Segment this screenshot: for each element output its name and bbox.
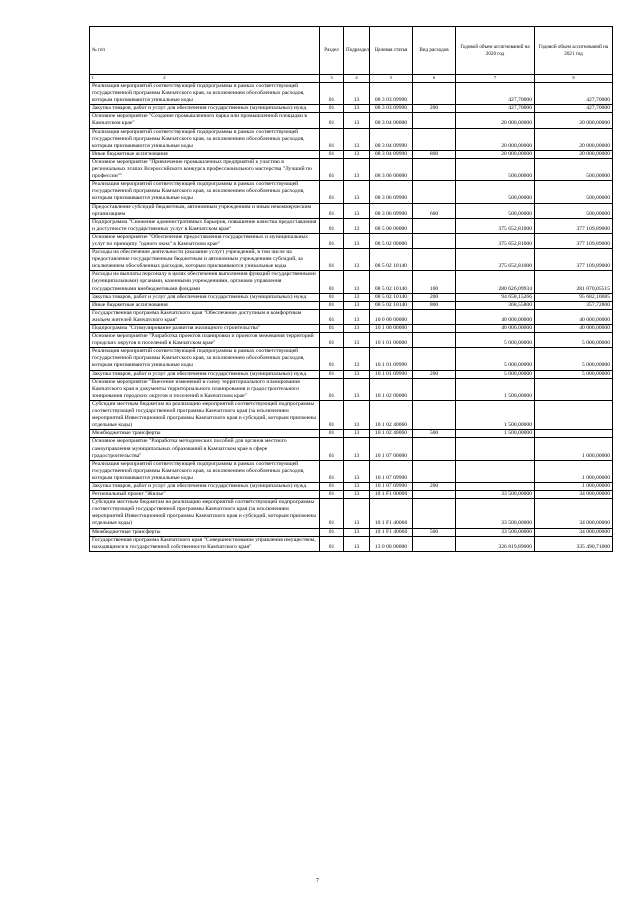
row-podrazdel-cell: 13: [344, 482, 370, 490]
table-body: [90, 83, 613, 552]
row-year-2021-cell: 5 000,00000: [535, 333, 613, 348]
row-razdel-cell: 01: [320, 181, 344, 203]
row-name-cell: Предоставление субсидий бюджетным, автономным учреждениям и иным некоммерческим организациям: [90, 203, 320, 218]
row-razdel-cell: 01: [320, 105, 344, 113]
row-target-article-cell: 08 3 04 09990: [370, 128, 413, 150]
row-year-2020-cell: 33 500,00000: [456, 491, 535, 499]
table-row: [90, 181, 613, 203]
row-name-cell: Расходы на выплаты персоналу в целях обеспечения выполнения функций государственными (муниципальными) органами, казенными учреждениями, органами управления государственными внебюджетными фондами: [90, 271, 320, 293]
table-row: [90, 83, 613, 105]
row-year-2020-cell: 5 000,00000: [456, 333, 535, 348]
row-target-article-cell: 10 1 F1 00000: [370, 491, 413, 499]
row-expense-type-cell: 500: [413, 430, 456, 438]
row-expense-type-cell: 200: [413, 370, 456, 378]
table-row: [90, 203, 613, 218]
row-year-2020-cell: 20 000,00000: [456, 113, 535, 128]
row-year-2020-cell: 33 500,00000: [456, 499, 535, 528]
row-target-article-cell: 10 1 02 00000: [370, 378, 413, 400]
row-target-article-cell: 08 3 04 09990: [370, 150, 413, 158]
row-year-2020-cell: 375 652,81000: [456, 249, 535, 271]
row-expense-type-cell: 800: [413, 301, 456, 309]
row-year-2020-cell: 33 500,00000: [456, 528, 535, 536]
table-row: [90, 333, 613, 348]
row-target-article-cell: 08 3 04 00000: [370, 113, 413, 128]
row-year-2021-cell: 427,70000: [535, 105, 613, 113]
header-year-2020: Годовой объем ассигнований на 2020 год: [456, 27, 535, 75]
row-razdel-cell: 01: [320, 378, 344, 400]
row-expense-type-cell: [413, 128, 456, 150]
row-expense-type-cell: [413, 309, 456, 324]
table-row: [90, 536, 613, 551]
row-podrazdel-cell: 13: [344, 430, 370, 438]
row-target-article-cell: 08 5 02 10140: [370, 301, 413, 309]
row-year-2021-cell: 500,00000: [535, 203, 613, 218]
row-podrazdel-cell: 13: [344, 301, 370, 309]
table-row: [90, 378, 613, 400]
row-year-2020-cell: 500,00000: [456, 203, 535, 218]
row-name-cell: Региональный проект "Жилье": [90, 491, 320, 499]
header-number: № п/п: [90, 27, 320, 75]
row-year-2021-cell: 500,00000: [535, 181, 613, 203]
row-name-cell: Основное мероприятие "Создание промышленного парка или промышленной площадки в Камчатском крае": [90, 113, 320, 128]
row-name-cell: Межбюджетные трансферты: [90, 528, 320, 536]
row-expense-type-cell: [413, 158, 456, 180]
row-year-2020-cell: 40 000,00000: [456, 325, 535, 333]
header-podrazdel: Подраздел: [344, 27, 370, 75]
row-razdel-cell: 01: [320, 460, 344, 482]
row-expense-type-cell: 500: [413, 528, 456, 536]
row-target-article-cell: 10 1 F1 40060: [370, 499, 413, 528]
row-expense-type-cell: [413, 536, 456, 551]
row-podrazdel-cell: 13: [344, 181, 370, 203]
table-row: [90, 438, 613, 460]
row-target-article-cell: 08 5 02 10140: [370, 271, 413, 293]
row-expense-type-cell: [413, 233, 456, 248]
row-expense-type-cell: [413, 181, 456, 203]
row-target-article-cell: 10 1 F1 40060: [370, 528, 413, 536]
row-podrazdel-cell: 13: [344, 218, 370, 233]
row-year-2021-cell: 34 000,00000: [535, 528, 613, 536]
row-year-2021-cell: 335 490,71000: [535, 536, 613, 551]
table-row: [90, 491, 613, 499]
row-year-2020-cell: 427,70000: [456, 105, 535, 113]
header-razdel: Раздел: [320, 27, 344, 75]
row-year-2020-cell: 500,00000: [456, 181, 535, 203]
row-year-2020-cell: 5 000,00000: [456, 370, 535, 378]
row-year-2020-cell: 375 652,81000: [456, 233, 535, 248]
page-number: 7: [316, 878, 319, 884]
row-year-2021-cell: 377 109,89000: [535, 249, 613, 271]
row-razdel-cell: 01: [320, 271, 344, 293]
row-year-2020-cell: 280 626,09934: [456, 271, 535, 293]
row-year-2020-cell: 326 819,89000: [456, 536, 535, 551]
row-name-cell: Подпрограмма "Снижение административных барьеров, повышение качества предоставления и доступности государственных услуг в Камчатском крае": [90, 218, 320, 233]
row-expense-type-cell: [413, 249, 456, 271]
row-razdel-cell: 01: [320, 333, 344, 348]
row-name-cell: Основное мероприятие "Внесение изменений в схему территориального планирования Камчатского края и документы территориального планирования и градостроительного зонирования городских округов и поселений в Камчатском крае": [90, 378, 320, 400]
table-row: [90, 113, 613, 128]
row-year-2021-cell: 1 000,00000: [535, 460, 613, 482]
row-year-2020-cell: 94 658,15266: [456, 293, 535, 301]
row-podrazdel-cell: 13: [344, 203, 370, 218]
table-row: [90, 233, 613, 248]
row-name-cell: Основное мероприятие "Разработка проектов планировки и проектов межевания территорий городских округов и поселений в Камчатском крае": [90, 333, 320, 348]
row-razdel-cell: 01: [320, 218, 344, 233]
row-target-article-cell: 13 0 00 00000: [370, 536, 413, 551]
row-podrazdel-cell: 13: [344, 293, 370, 301]
row-target-article-cell: 10 0 00 00000: [370, 309, 413, 324]
header-year-2021: Годовой объем ассигнований на 2021 год: [535, 27, 613, 75]
row-razdel-cell: 01: [320, 128, 344, 150]
row-target-article-cell: 08 3 06 00000: [370, 158, 413, 180]
row-expense-type-cell: [413, 438, 456, 460]
row-expense-type-cell: [413, 325, 456, 333]
row-target-article-cell: 10 1 07 09990: [370, 482, 413, 490]
row-podrazdel-cell: 13: [344, 128, 370, 150]
row-target-article-cell: 08 3 06 09990: [370, 181, 413, 203]
row-expense-type-cell: 100: [413, 271, 456, 293]
row-year-2021-cell: 34 000,00000: [535, 499, 613, 528]
row-year-2021-cell: 20 000,00000: [535, 128, 613, 150]
row-razdel-cell: 01: [320, 438, 344, 460]
row-target-article-cell: 08 5 00 00000: [370, 218, 413, 233]
table-row: [90, 271, 613, 293]
row-podrazdel-cell: 13: [344, 400, 370, 429]
column-number-row: [90, 75, 613, 83]
row-name-cell: Закупка товаров, работ и услуг для обеспечения государственных (муниципальных) нужд: [90, 482, 320, 490]
table-row: [90, 293, 613, 301]
row-podrazdel-cell: 13: [344, 83, 370, 105]
table-row: [90, 528, 613, 536]
row-razdel-cell: 01: [320, 430, 344, 438]
row-expense-type-cell: 200: [413, 482, 456, 490]
row-razdel-cell: 01: [320, 293, 344, 301]
row-year-2021-cell: 427,70000: [535, 83, 613, 105]
row-year-2021-cell: 34 000,00000: [535, 491, 613, 499]
row-name-cell: Подпрограмма "Стимулирование развития жилищного строительства": [90, 325, 320, 333]
row-podrazdel-cell: 13: [344, 528, 370, 536]
row-razdel-cell: 01: [320, 491, 344, 499]
row-year-2020-cell: 368,55800: [456, 301, 535, 309]
row-razdel-cell: 01: [320, 301, 344, 309]
budget-table-sheet: [89, 26, 612, 552]
row-razdel-cell: 01: [320, 309, 344, 324]
row-name-cell: Закупка товаров, работ и услуг для обеспечения государственных (муниципальных) нужд: [90, 370, 320, 378]
row-year-2021-cell: 20 000,00000: [535, 150, 613, 158]
table-row: [90, 218, 613, 233]
table-row: [90, 105, 613, 113]
row-expense-type-cell: [413, 378, 456, 400]
row-year-2021-cell: 5 000,00000: [535, 370, 613, 378]
row-name-cell: Закупка товаров, работ и услуг для обеспечения государственных (муниципальных) нужд: [90, 105, 320, 113]
row-expense-type-cell: [413, 460, 456, 482]
row-target-article-cell: 10 1 02 40060: [370, 430, 413, 438]
row-name-cell: Расходы на обеспечение деятельности (оказание услуг) учреждений, в том числе на предоставление государственным бюджетным и автономным учреждениям субсидий, за исключением обособленных расходов, которым присваиваются уникальные коды: [90, 249, 320, 271]
row-podrazdel-cell: 13: [344, 491, 370, 499]
row-podrazdel-cell: 13: [344, 370, 370, 378]
row-target-article-cell: 10 1 07 00000: [370, 438, 413, 460]
budget-table: [89, 26, 613, 552]
table-row: [90, 301, 613, 309]
row-name-cell: Государственная программа Камчатского края "Совершенствование управления имуществом, находящимся в государственной собственности Камчатского края": [90, 536, 320, 551]
table-row: [90, 309, 613, 324]
row-expense-type-cell: 200: [413, 105, 456, 113]
row-year-2021-cell: 500,00000: [535, 158, 613, 180]
row-razdel-cell: 01: [320, 203, 344, 218]
row-name-cell: Государственная программа Камчатского края "Обеспечение доступным и комфортным жильем жителей Камчатского края": [90, 309, 320, 324]
row-year-2021-cell: 1 000,00000: [535, 482, 613, 490]
table-row: [90, 325, 613, 333]
row-target-article-cell: 08 5 02 10140: [370, 293, 413, 301]
table-row: [90, 400, 613, 429]
row-razdel-cell: 01: [320, 499, 344, 528]
row-year-2021-cell: [535, 430, 613, 438]
table-row: [90, 128, 613, 150]
row-year-2021-cell: 95 682,10685: [535, 293, 613, 301]
row-podrazdel-cell: 13: [344, 105, 370, 113]
row-podrazdel-cell: 13: [344, 113, 370, 128]
row-name-cell: Иные бюджетные ассигнования: [90, 150, 320, 158]
row-podrazdel-cell: 13: [344, 378, 370, 400]
row-podrazdel-cell: 13: [344, 309, 370, 324]
row-razdel-cell: 01: [320, 249, 344, 271]
row-target-article-cell: 08 3 03 09990: [370, 105, 413, 113]
row-year-2020-cell: 500,00000: [456, 158, 535, 180]
row-name-cell: Основное мероприятие "Обеспечение предоставления государственных и муниципальных услуг по принципу "одного окна" в Камчатском крае": [90, 233, 320, 248]
row-name-cell: Реализация мероприятий соответствующей подпрограммы в рамках соответствующей государственной программы Камчатского края, за исключением обособленных расходов, которым присваиваются уникальные коды: [90, 181, 320, 203]
row-name-cell: Субсидии местным бюджетам на реализацию мероприятий соответствующей подпрограммы соответствующей государственной программы Камчатского края (за исключением мероприятий Инвестиционной программы Камчатского края и субсидий, которым присвоены отдельные коды): [90, 400, 320, 429]
table-row: [90, 348, 613, 370]
row-expense-type-cell: [413, 491, 456, 499]
row-podrazdel-cell: 13: [344, 325, 370, 333]
row-target-article-cell: 08 3 06 09990: [370, 203, 413, 218]
row-name-cell: Основное мероприятие "Привлечение промышленных предприятий к участию в региональных этапах Всероссийского конкурса профессионального мастерства "Лучший по профессии"": [90, 158, 320, 180]
row-target-article-cell: 10 1 00 00000: [370, 325, 413, 333]
row-razdel-cell: 01: [320, 325, 344, 333]
row-year-2021-cell: 281 070,05515: [535, 271, 613, 293]
row-year-2020-cell: 1 500,00000: [456, 430, 535, 438]
row-expense-type-cell: [413, 499, 456, 528]
table-row: [90, 150, 613, 158]
row-year-2021-cell: [535, 378, 613, 400]
row-expense-type-cell: [413, 333, 456, 348]
table-row: [90, 482, 613, 490]
row-year-2021-cell: 377 109,89000: [535, 233, 613, 248]
row-year-2021-cell: 40 000,00000: [535, 309, 613, 324]
column-number-3: 3: [320, 75, 344, 83]
row-name-cell: Реализация мероприятий соответствующей подпрограммы в рамках соответствующей государственной программы Камчатского края, за исключением обособленных расходов, которым присваиваются уникальные коды: [90, 83, 320, 105]
header-target-article: Целевая статья: [370, 27, 413, 75]
row-podrazdel-cell: 13: [344, 333, 370, 348]
row-podrazdel-cell: 13: [344, 158, 370, 180]
row-podrazdel-cell: 13: [344, 271, 370, 293]
row-year-2021-cell: 40 000,00000: [535, 325, 613, 333]
row-year-2020-cell: 375 652,81000: [456, 218, 535, 233]
column-number-1-text: 1: [91, 75, 94, 81]
row-podrazdel-cell: 13: [344, 233, 370, 248]
table-row: [90, 158, 613, 180]
row-razdel-cell: 01: [320, 482, 344, 490]
table-row: [90, 249, 613, 271]
row-expense-type-cell: [413, 218, 456, 233]
column-number-1: [90, 75, 320, 83]
row-razdel-cell: 01: [320, 113, 344, 128]
row-year-2020-cell: 40 000,00000: [456, 309, 535, 324]
row-year-2020-cell: [456, 438, 535, 460]
row-expense-type-cell: 200: [413, 293, 456, 301]
row-razdel-cell: 01: [320, 158, 344, 180]
table-row: [90, 430, 613, 438]
row-podrazdel-cell: 13: [344, 460, 370, 482]
row-razdel-cell: 01: [320, 528, 344, 536]
row-expense-type-cell: 600: [413, 203, 456, 218]
row-year-2020-cell: [456, 460, 535, 482]
row-year-2020-cell: 427,70000: [456, 83, 535, 105]
header-expense-type: Вид расходов: [413, 27, 456, 75]
row-target-article-cell: 08 5 02 00000: [370, 233, 413, 248]
row-year-2021-cell: 377 109,89000: [535, 218, 613, 233]
row-target-article-cell: 10 1 01 09990: [370, 370, 413, 378]
row-year-2021-cell: 5 000,00000: [535, 348, 613, 370]
row-target-article-cell: 10 1 01 09990: [370, 348, 413, 370]
row-target-article-cell: 08 3 03 09990: [370, 83, 413, 105]
row-razdel-cell: 01: [320, 348, 344, 370]
table-row: [90, 499, 613, 528]
row-name-cell: Основное мероприятие "Разработка методических пособий для органов местного самоуправления муниципальных образований в Камчатском крае в сфере градостроительства": [90, 438, 320, 460]
row-name-cell: Реализация мероприятий соответствующей подпрограммы в рамках соответствующей государственной программы Камчатского края, за исключением обособленных расходов, которым присваиваются уникальные коды: [90, 460, 320, 482]
row-razdel-cell: 01: [320, 400, 344, 429]
row-razdel-cell: 01: [320, 233, 344, 248]
column-number-8: 8: [535, 75, 613, 83]
row-year-2021-cell: 357,72800: [535, 301, 613, 309]
row-expense-type-cell: [413, 83, 456, 105]
row-name-cell: Закупка товаров, работ и услуг для обеспечения государственных (муниципальных) нужд: [90, 293, 320, 301]
row-podrazdel-cell: 13: [344, 438, 370, 460]
row-expense-type-cell: [413, 400, 456, 429]
row-razdel-cell: 01: [320, 150, 344, 158]
column-number-7: 7: [456, 75, 535, 83]
row-name-cell: Иные бюджетные ассигнования: [90, 301, 320, 309]
row-podrazdel-cell: 13: [344, 499, 370, 528]
row-expense-type-cell: [413, 348, 456, 370]
row-year-2020-cell: 20 000,00000: [456, 128, 535, 150]
row-year-2021-cell: [535, 400, 613, 429]
column-number-4: 4: [344, 75, 370, 83]
row-expense-type-cell: [413, 113, 456, 128]
column-number-6: 6: [413, 75, 456, 83]
row-year-2020-cell: 5 000,00000: [456, 348, 535, 370]
row-name-cell: Реализация мероприятий соответствующей подпрограммы в рамках соответствующей государственной программы Камчатского края, за исключением обособленных расходов, которым присваиваются уникальные коды: [90, 128, 320, 150]
row-target-article-cell: 10 1 02 40060: [370, 400, 413, 429]
table-row: [90, 460, 613, 482]
row-year-2021-cell: 1 000,00000: [535, 438, 613, 460]
table-row: [90, 370, 613, 378]
row-year-2020-cell: [456, 482, 535, 490]
row-razdel-cell: 01: [320, 83, 344, 105]
row-podrazdel-cell: 13: [344, 150, 370, 158]
row-podrazdel-cell: 13: [344, 536, 370, 551]
row-year-2020-cell: 1 500,00000: [456, 400, 535, 429]
row-podrazdel-cell: 13: [344, 348, 370, 370]
row-year-2021-cell: 20 000,00000: [535, 113, 613, 128]
column-number-5: 5: [370, 75, 413, 83]
row-razdel-cell: 01: [320, 370, 344, 378]
row-year-2020-cell: 20 000,00000: [456, 150, 535, 158]
row-target-article-cell: 10 1 07 09990: [370, 460, 413, 482]
row-name-cell: Межбюджетные трансферты: [90, 430, 320, 438]
row-expense-type-cell: 800: [413, 150, 456, 158]
row-name-cell: Субсидии местным бюджетам на реализацию мероприятий соответствующей подпрограммы соответствующей государственной программы Камчатского края (за исключением мероприятий Инвестиционной программы Камчатского края и субсидий, которым присвоены отдельные коды): [90, 499, 320, 528]
column-number-2: 2: [163, 75, 166, 81]
row-podrazdel-cell: 13: [344, 249, 370, 271]
row-razdel-cell: 01: [320, 536, 344, 551]
row-name-cell: Реализация мероприятий соответствующей подпрограммы в рамках соответствующей государственной программы Камчатского края, за исключением обособленных расходов, которым присваиваются уникальные коды: [90, 348, 320, 370]
row-target-article-cell: 10 1 01 00000: [370, 333, 413, 348]
row-year-2020-cell: 1 500,00000: [456, 378, 535, 400]
row-target-article-cell: 08 5 02 10140: [370, 249, 413, 271]
